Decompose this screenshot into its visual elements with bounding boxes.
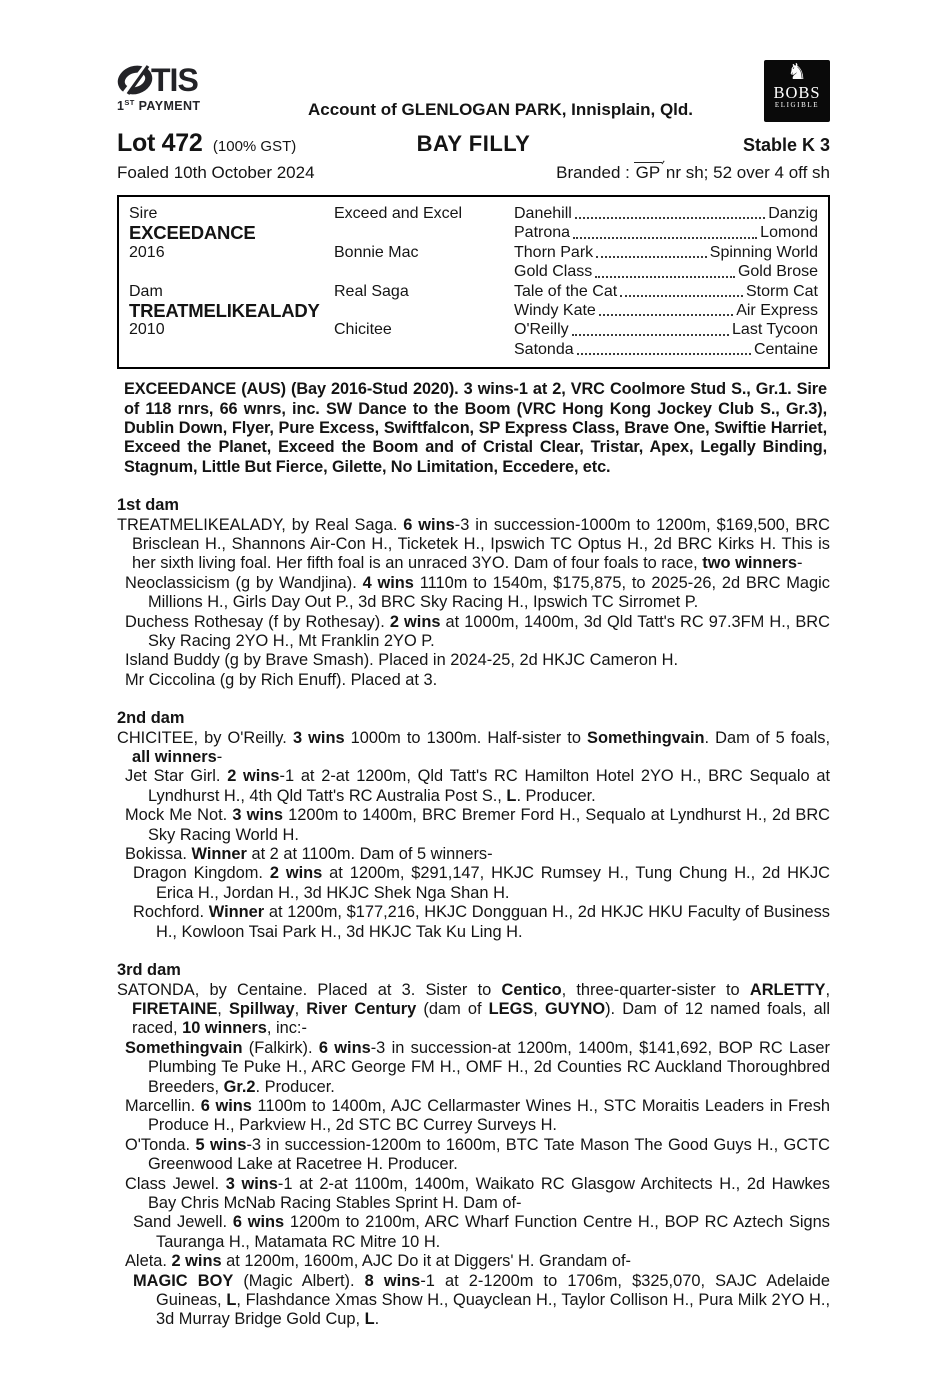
foaled-date: Foaled 10th October 2024 xyxy=(117,163,315,182)
pedigree-leader-row xyxy=(514,223,818,242)
qtis-brand-text: TIS xyxy=(151,61,198,98)
section-heading-3rd-dam: 3rd dam xyxy=(117,961,181,980)
pedigree-entry: Mock Me Not. 3 wins 1200m to 1400m, BRC Bremer Ford H., Sequalo at Lyndhurst H., 2d BRC Sky Racing World H. xyxy=(125,806,830,844)
pedigree-row xyxy=(129,340,818,359)
pedigree-row xyxy=(129,223,818,242)
pedigree-leader-row xyxy=(514,282,818,301)
pedigree-entry: Jet Star Girl. 2 wins-1 at 2-at 1200m, Qld Tatt's RC Hamilton Hotel 2YO H., BRC Sequalo at Lyndhurst H., 4th Qld Tatt's RC Australia Post S., L. Producer. xyxy=(125,767,831,805)
dot-leader xyxy=(595,276,735,278)
horse-description: BAY FILLY xyxy=(416,131,531,156)
pedigree-entry: CHICITEE, by O'Reilly. 3 wins 1000m to 1300m. Half-sister to Somethingvain. Dam of 5 foals, all winners- xyxy=(117,728,831,767)
pedigree-ancestor-name: 2010 xyxy=(129,321,165,339)
pedigree-leader-row xyxy=(514,243,818,262)
pedigree-entry: Bokissa. Winner at 2 at 1100m. Dam of 5 winners- xyxy=(125,845,493,864)
qtis-subtitle: 1ST PAYMENT xyxy=(117,98,201,114)
pedigree-entry: Sand Jewell. 6 wins 1200m to 2100m, ARC Wharf Function Centre H., BOP RC Aztech Signs Tauranga H., Matamata RC Mitre 10 H. xyxy=(133,1213,830,1251)
pedigree-gggsire-name: Centaine xyxy=(753,340,818,358)
pedigree-entry: Somethingvain (Falkirk). 6 wins-3 in succession-at 1200m, 1400m, $141,692, BOP RC Laser Plumbing Te Puke H., ARC George FM H., OMF H., 2d Counties RC Auckland Thoroughbred Breeders, Gr.2. Producer. xyxy=(125,1038,830,1096)
pedigree-row xyxy=(129,262,818,281)
dam-section xyxy=(117,961,830,1330)
pedigree-entry: TREATMELIKEALADY, by Real Saga. 6 wins-3 in succession-1000m to 1200m, $169,500, BRC Brisclean H., Shannons Air-Con H., Ticketek H., Ipswich TC Optus H., 2d BRC Kirks H. This is her sixth living foal. Her fifth foal is an unraced 3YO. Dam of four foals to race, two winners- xyxy=(117,515,830,573)
stable-number: Stable K 3 xyxy=(742,135,830,155)
section-heading-1st-dam: 1st dam xyxy=(117,496,179,515)
pedigree-entry: SATONDA, by Centaine. Placed at 3. Sister to Centico, three-quarter-sister to ARLETTY, FIRETAINE, Spillway, River Century (dam of LEGS, GUYNO). Dam of 12 named foals, all raced, 10 winners, inc:- xyxy=(117,980,830,1038)
pedigree-ancestor-name: Sire xyxy=(129,205,158,222)
pedigree-gggsire-name: Gold Brose xyxy=(737,263,818,281)
pedigree-grandsire-name xyxy=(334,223,514,242)
pedigree-entry: Mr Ciccolina (g by Rich Enuff). Placed at 3. xyxy=(125,670,438,689)
horse-head-icon: ♞ xyxy=(787,59,807,84)
pedigree-leader-row xyxy=(514,340,818,359)
pedigree-entry: Dragon Kingdom. 2 wins at 1200m, $291,147, HKJC Rumsey H., Tung Chung H., 2d HKJC Erica H., Jordan H., 3d HKJC Shek Nga Shan H. xyxy=(133,864,830,902)
qtis-logo xyxy=(117,60,237,113)
bobs-title: BOBS xyxy=(773,83,821,102)
dam-section xyxy=(117,709,830,942)
pedigree-entry: Aleta. 2 wins at 1200m, 1600m, AJC Do it at Diggers' H. Grandam of- xyxy=(125,1252,632,1271)
account-line: Account of GLENLOGAN PARK, Innisplain, Qld. xyxy=(307,100,693,119)
dot-leader xyxy=(596,256,707,258)
lot-number: Lot 472 xyxy=(117,129,203,157)
page-header xyxy=(117,60,830,124)
pedigree-grandsire-name: Exceed and Excel xyxy=(334,205,463,222)
pedigree-row xyxy=(129,320,818,339)
pedigree-ancestor-name: EXCEEDANCE xyxy=(129,222,256,244)
sire-summary: EXCEEDANCE (AUS) (Bay 2016-Stud 2020). 3 wins-1 at 2, VRC Coolmore Stud S., Gr.1. Sire of 118 rnrs, 66 wnrs, inc. SW Dance to the Boom (VRC Hong Kong Jockey Club S., Gr.3), Dublin Down, Flyer, Pure Excess, Swiftfalcon, SP Express Class, Brave One, Swiftie Harriet, Exceed the Planet, Exceed the Boom and of Cristal Clear, Tristar, Apex, Legally Binding, Stagnum, Little But Fierce, Gilette, No Limitation, Eccedere, etc. xyxy=(124,380,827,476)
dot-leader xyxy=(572,334,729,336)
pedigree-gggsire-name: Air Express xyxy=(736,301,818,319)
pedigree-ancestor-name: Dam xyxy=(129,282,163,300)
gst-note: (100% GST) xyxy=(212,138,297,155)
lot-line xyxy=(117,129,830,158)
pedigree-ggsire-name: Danehill xyxy=(514,204,572,222)
qtis-q-icon xyxy=(117,64,153,96)
dot-leader xyxy=(577,353,751,355)
dam-sections xyxy=(117,496,830,1330)
pedigree-ancestor-name xyxy=(129,340,334,359)
pedigree-leader-row xyxy=(514,301,818,320)
pedigree-row xyxy=(129,301,818,320)
pedigree-gggsire-name: Last Tycoon xyxy=(732,321,818,339)
brand-mark: GP xyxy=(635,163,661,182)
pedigree-ancestor-name xyxy=(129,262,334,281)
pedigree-ggsire-name: Windy Kate xyxy=(514,301,596,319)
pedigree-entry: Marcellin. 6 wins 1100m to 1400m, AJC Cellarmaster Wines H., STC Moraitis Leaders in Fresh Produce H., Parkview H., 2d STC BC Currey Surveys H. xyxy=(125,1096,831,1135)
pedigree-entry: Rochford. Winner at 1200m, $177,216, HKJC Dongguan H., 2d HKJC HKU Faculty of Business H., Kowloon Tsai Park H., 3d HKJC Tak Ku Ling H. xyxy=(133,903,830,941)
pedigree-ggsire-name: Satonda xyxy=(514,340,574,358)
pedigree-gggsire-name: Spinning World xyxy=(709,243,818,261)
page-content xyxy=(117,60,830,1330)
pedigree-leader-row xyxy=(514,204,818,223)
pedigree-ggsire-name: Tale of the Cat xyxy=(514,282,618,300)
pedigree-table xyxy=(117,195,830,369)
pedigree-ancestor-name: TREATMELIKEALADY xyxy=(129,299,320,321)
pedigree-ggsire-name: Patrona xyxy=(514,224,571,242)
bobs-subtitle: ELIGIBLE xyxy=(774,101,820,109)
pedigree-ancestor-name: 2016 xyxy=(129,243,165,261)
dot-leader xyxy=(599,314,733,316)
pedigree-ggsire-name: O'Reilly xyxy=(514,321,569,339)
pedigree-grandsire-name xyxy=(334,262,514,281)
section-heading-2nd-dam: 2nd dam xyxy=(117,709,185,728)
pedigree-entry: Island Buddy (g by Brave Smash). Placed in 2024-25, 2d HKJC Cameron H. xyxy=(125,651,678,670)
pedigree-leader-row xyxy=(514,320,818,339)
pedigree-grandsire-name: Chicitee xyxy=(334,321,392,339)
dot-leader xyxy=(573,237,757,239)
pedigree-gggsire-name: Storm Cat xyxy=(745,282,818,300)
pedigree-entry: O'Tonda. 5 wins-3 in succession-1200m to 1600m, BTC Tate Mason The Good Guys H., GCTC Greenwood Lake at Racetree H. Producer. xyxy=(125,1135,830,1174)
foaled-line xyxy=(117,163,830,183)
pedigree-gggsire-name: Danzig xyxy=(768,204,818,222)
pedigree-grandsire-name xyxy=(334,340,514,359)
pedigree-entry: Neoclassicism (g by Wandjina). 4 wins 1110m to 1540m, $175,875, to 2025-26, 2d BRC Magic Millions H., Girls Day Out P., 3d BRC Sky Racing H., Ipswich TC Sirromet P. xyxy=(125,573,831,612)
branded-info: Branded : GP nr sh; 52 over 4 off sh xyxy=(556,163,830,182)
pedigree-ggsire-name: Thorn Park xyxy=(514,243,594,261)
pedigree-leader-row xyxy=(514,262,818,281)
dam-section xyxy=(117,496,830,690)
pedigree-grandsire-name: Real Saga xyxy=(334,282,409,300)
lot-number-group xyxy=(117,129,417,158)
pedigree-entry: MAGIC BOY (Magic Albert). 8 wins-1 at 2-1200m to 1706m, $325,070, SAJC Adelaide Guineas, L, Flashdance Xmas Show H., Quayclean H., Taylor Collison H., Pura Milk 2YO H., 3d Murray Bridge Gold Cup, L. xyxy=(133,1271,830,1329)
dot-leader xyxy=(575,217,765,219)
pedigree-entry: Duchess Rothesay (f by Rothesay). 2 wins at 1000m, 1400m, 3d Qld Tatt's RC 97.3FM H., BRC Sky Racing 2YO H., Mt Franklin 2YO P. xyxy=(125,612,830,650)
pedigree-row xyxy=(129,204,818,223)
pedigree-ggsire-name: Gold Class xyxy=(514,263,593,281)
pedigree-row xyxy=(129,243,818,262)
qtis-wordmark xyxy=(117,63,237,97)
pedigree-grandsire-name xyxy=(334,301,514,320)
dot-leader xyxy=(620,295,743,297)
pedigree-grandsire-name: Bonnie Mac xyxy=(334,243,419,261)
bobs-logo xyxy=(764,60,830,122)
pedigree-entry: Class Jewel. 3 wins-1 at 2-at 1100m, 1400m, Waikato RC Glasgow Architects H., 2d Hawkes Bay Chris McNab Racing Stables Sprint H. Dam of- xyxy=(125,1174,830,1212)
pedigree-row xyxy=(129,282,818,301)
pedigree-gggsire-name: Lomond xyxy=(760,224,818,242)
